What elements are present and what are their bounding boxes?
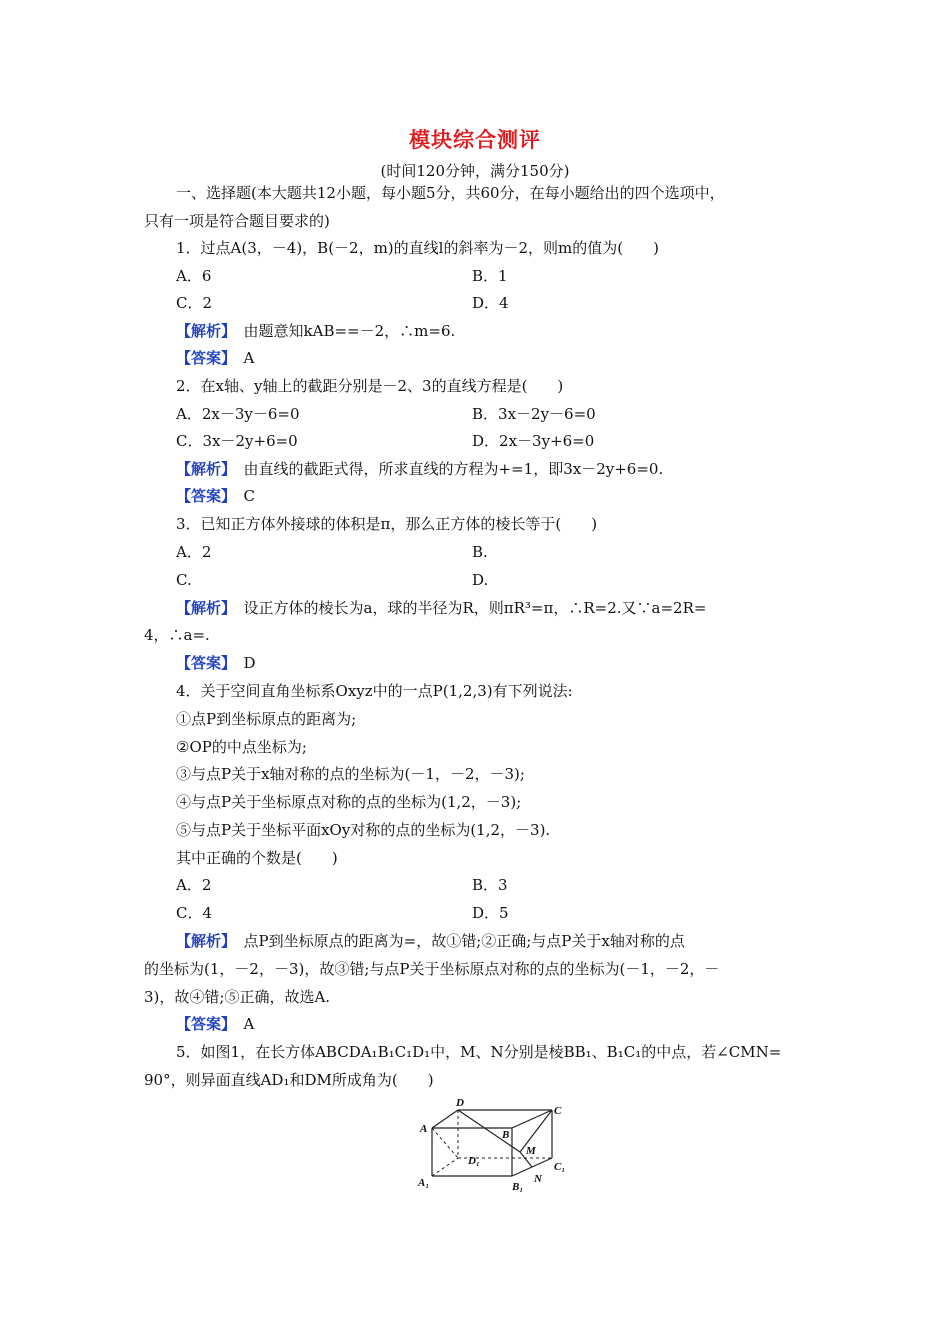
label-c: C: [554, 1105, 562, 1117]
analysis-tag: 【解析】: [176, 460, 229, 478]
q4-option-d: D．5: [472, 904, 509, 922]
label-d1: D₁: [468, 1155, 480, 1167]
answer-tag: 【答案】: [176, 1015, 229, 1033]
q2-option-c: C．3x－2y+6=0: [176, 432, 298, 450]
q3-option-c: C.: [176, 571, 192, 589]
q4-analysis: [176, 931, 685, 951]
page-subtitle: (时间120分钟，满分150分): [380, 162, 570, 180]
q2-option-b: B．3x－2y－6=0: [472, 405, 596, 423]
q5-stem-cont: 90°，则异面直线AD₁和DM所成角为( ): [144, 1071, 434, 1089]
analysis-tag: 【解析】: [176, 322, 229, 340]
q1-answer: [176, 348, 254, 368]
q4-answer: [176, 1014, 254, 1034]
q2-answer: [176, 486, 255, 506]
q4-analysis-cont-1: 的坐标为(1，－2，－3)，故③错;与点P关于坐标原点对称的点的坐标为(－1，－2，－: [144, 960, 720, 978]
analysis-tag: 【解析】: [176, 932, 229, 950]
answer-tag: 【答案】: [176, 349, 229, 367]
q1-option-d: D．4: [472, 294, 509, 312]
label-b: B: [502, 1129, 510, 1141]
cuboid-figure: [412, 1092, 572, 1192]
q5-stem: 5．如图1，在长方体ABCDA₁B₁C₁D₁中，M、N分别是棱BB₁、B₁C₁的中点，若∠CMN=: [176, 1043, 782, 1061]
q4-statement-5: ⑤与点P关于坐标平面xOy对称的点的坐标为(1,2，－3).: [176, 821, 551, 839]
q3-stem: 3．已知正方体外接球的体积是π，那么正方体的棱长等于( ): [176, 515, 598, 533]
label-a1: A₁: [418, 1177, 430, 1189]
page-title: 模块综合测评: [409, 127, 541, 152]
q4-statement-1: ①点P到坐标原点的距离为;: [176, 710, 357, 728]
q3-analysis: [176, 598, 706, 618]
q1-option-c: C．2: [176, 294, 213, 312]
section-heading: 一、选择题(本大题共12小题，每小题5分，共60分，在每小题给出的四个选项中，: [176, 184, 725, 202]
answer-tag: 【答案】: [176, 654, 229, 672]
q1-stem: 1．过点A(3，－4)，B(－2，m)的直线l的斜率为－2，则m的值为( ): [176, 239, 659, 257]
label-b1: B₁: [512, 1181, 524, 1192]
q4-option-a: A．2: [176, 876, 212, 894]
q4-statement-2: ②OP的中点坐标为;: [176, 738, 307, 756]
q1-option-b: B．1: [472, 267, 508, 285]
label-n: N: [534, 1173, 542, 1185]
q3-answer: [176, 653, 256, 673]
q2-option-a: A．2x－3y－6=0: [176, 405, 300, 423]
q3-option-b: B.: [472, 543, 488, 561]
analysis-text: 由题意知kAB==－2，∴m=6.: [243, 322, 456, 340]
q4-ask: 其中正确的个数是( ): [176, 849, 338, 867]
q3-option-a: A．2: [176, 543, 212, 561]
analysis-text: 由直线的截距式得，所求直线的方程为+=1，即3x－2y+6=0.: [243, 460, 664, 478]
q4-option-c: C．4: [176, 904, 213, 922]
q4-option-b: B．3: [472, 876, 508, 894]
q1-analysis: [176, 321, 455, 341]
analysis-text: 点P到坐标原点的距离为=，故①错;②正确;与点P关于x轴对称的点: [243, 932, 685, 950]
q3-option-d: D.: [472, 571, 489, 589]
answer-text: C: [243, 487, 256, 505]
answer-text: A: [243, 1015, 255, 1033]
q4-statement-3: ③与点P关于x轴对称的点的坐标为(－1，－2，－3);: [176, 765, 525, 783]
label-a: A: [420, 1123, 428, 1135]
section-heading-cont: 只有一项是符合题目要求的): [144, 212, 330, 230]
analysis-tag: 【解析】: [176, 599, 229, 617]
q4-stem: 4．关于空间直角坐标系Oxyz中的一点P(1,2,3)有下列说法:: [176, 682, 573, 700]
q4-statement-4: ④与点P关于坐标原点对称的点的坐标为(1,2，－3);: [176, 793, 522, 811]
q2-stem: 2．在x轴、y轴上的截距分别是－2、3的直线方程是( ): [176, 377, 564, 395]
label-d: D: [456, 1097, 464, 1109]
label-c1: C₁: [554, 1161, 566, 1173]
label-m: M: [526, 1145, 536, 1157]
q1-option-a: A．6: [176, 267, 212, 285]
answer-text: D: [243, 654, 256, 672]
q2-option-d: D．2x－3y+6=0: [472, 432, 595, 450]
answer-text: A: [243, 349, 255, 367]
q2-analysis: [176, 459, 663, 479]
q4-analysis-cont-2: 3)，故④错;⑤正确，故选A.: [144, 988, 331, 1006]
analysis-text: 设正方体的棱长为a，球的半径为R，则πR³=π，∴R=2.又∵a=2R=: [243, 599, 707, 617]
answer-tag: 【答案】: [176, 487, 229, 505]
q3-analysis-cont: 4，∴a=.: [144, 626, 210, 644]
